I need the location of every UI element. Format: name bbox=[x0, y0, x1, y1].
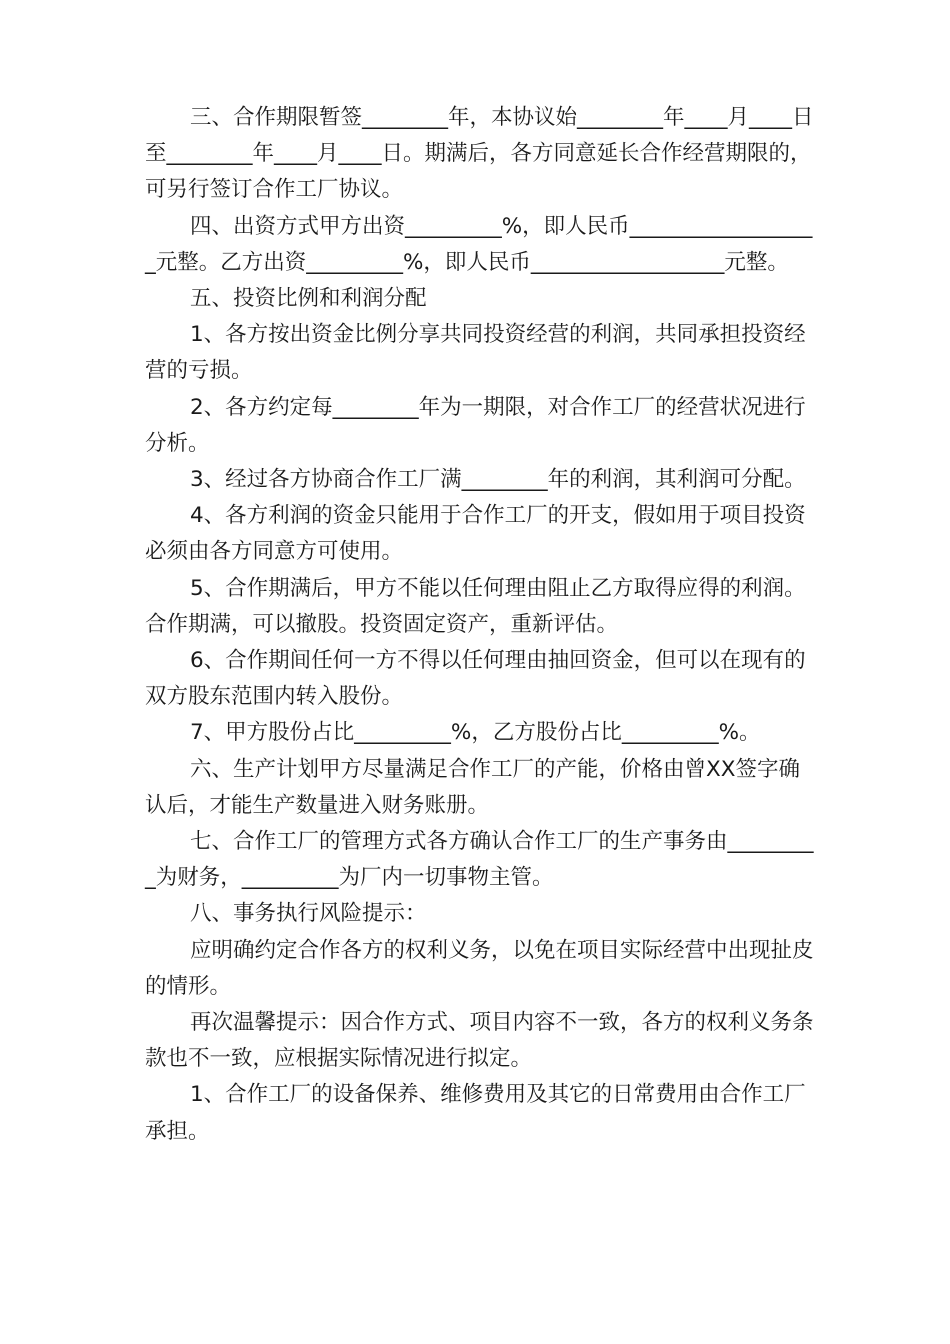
risk-note: 应明确约定合作各方的权利义务，以免在项目实际经营中出现扯皮的情形。 bbox=[145, 937, 814, 999]
clause-capital: 四、出资方式甲方出资_________%，即人民币__________________元整。乙方出资_________%，即人民币__________________元整。 bbox=[145, 213, 813, 275]
profit-item-3: 3、经过各方协商合作工厂满________年的利润，其利润可分配。 bbox=[190, 467, 806, 493]
section-heading-risk: 八、事务执行风险提示： bbox=[190, 901, 427, 927]
section-heading-profit: 五、投资比例和利润分配 bbox=[190, 286, 427, 312]
profit-item-5: 5、合作期满后，甲方不能以任何理由阻止乙方取得应得的利润。合作期满，可以撤股。投资固定资产，重新评估。 bbox=[145, 575, 806, 637]
cost-item-1: 1、合作工厂的设备保养、维修费用及其它的日常费用由合作工厂承担。 bbox=[145, 1082, 806, 1144]
clause-management: 七、合作工厂的管理方式各方确认合作工厂的生产事务由_________为财务，_________为厂内一切事物主管。 bbox=[145, 829, 814, 891]
profit-item-1: 1、各方按出资金比例分享共同投资经营的利润，共同承担投资经营的亏损。 bbox=[145, 322, 806, 384]
profit-item-4: 4、各方利润的资金只能用于合作工厂的开支，假如用于项目投资必须由各方同意方可使用。 bbox=[145, 503, 806, 565]
profit-item-7: 7、甲方股份占比_________%，乙方股份占比_________%。 bbox=[190, 720, 761, 746]
clause-production: 六、生产计划甲方尽量满足合作工厂的产能，价格由曾XX签字确认后，才能生产数量进入财务账册。 bbox=[145, 756, 800, 818]
clause-term: 三、合作期限暂签________年，本协议始________年____月____日至________年____月____日。期满后，各方同意延长合作经营期限的，可另行签订合作工厂协议。 bbox=[145, 105, 814, 203]
profit-item-2: 2、各方约定每________年为一期限，对合作工厂的经营状况进行分析。 bbox=[145, 394, 806, 456]
reminder-note: 再次温馨提示：因合作方式、项目内容不一致，各方的权利义务条款也不一致，应根据实际情况进行拟定。 bbox=[145, 1010, 814, 1072]
profit-item-6: 6、合作期间任何一方不得以任何理由抽回资金，但可以在现有的双方股东范围内转入股份。 bbox=[145, 648, 806, 710]
document-body bbox=[145, 100, 815, 1150]
